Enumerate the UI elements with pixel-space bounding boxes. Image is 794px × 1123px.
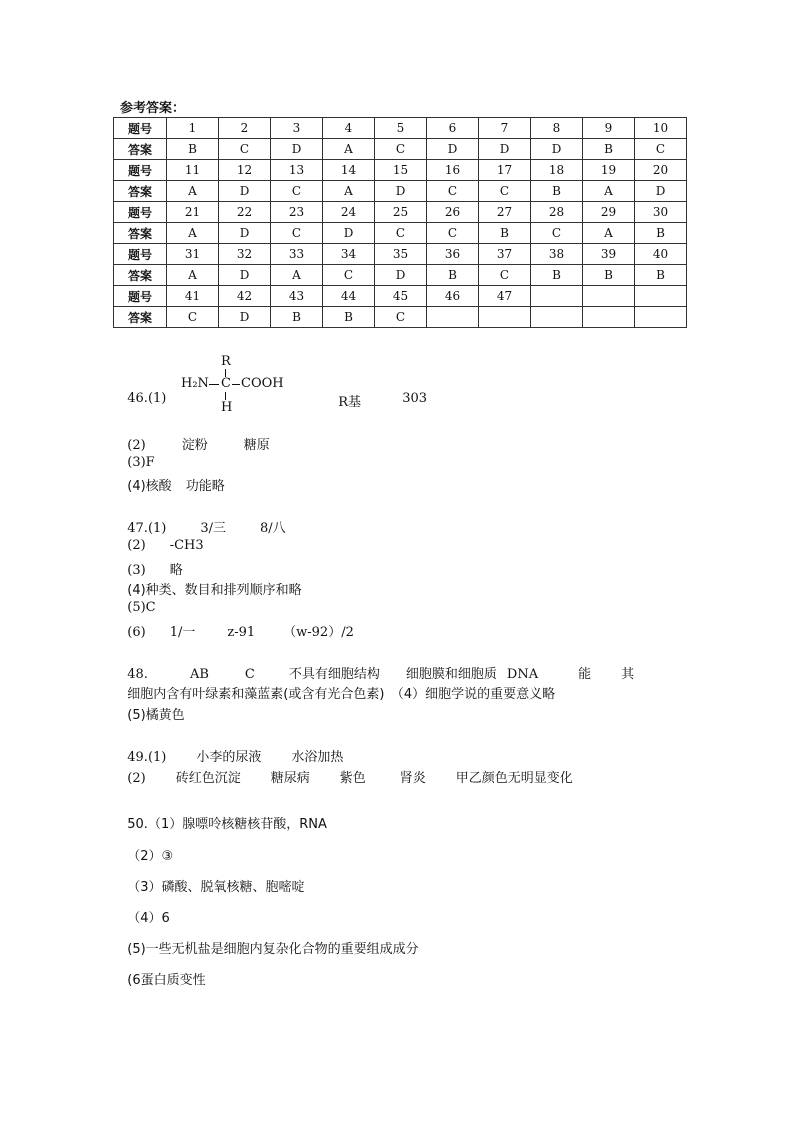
q49-line2 <box>119 752 573 786</box>
answer-cell: A <box>271 265 323 286</box>
question-row-header: 题号 <box>114 160 167 181</box>
question-number-cell <box>583 286 635 307</box>
q48-f: 能 <box>578 667 592 682</box>
q50-p5: (5)一些无机盐是细胞内复杂化合物的重要组成成分 <box>127 942 419 957</box>
question-number-cell: 35 <box>375 244 427 265</box>
q49-p1-a: 小李的尿液 <box>196 750 262 765</box>
answer-cell: C <box>427 223 479 244</box>
question-number-cell: 45 <box>375 286 427 307</box>
page-title: 参考答案： <box>120 101 186 116</box>
question-number-cell: 40 <box>635 244 687 265</box>
question-number-cell: 7 <box>479 118 531 139</box>
q47-p3-label: (3) <box>127 563 146 578</box>
answer-cell: D <box>219 223 271 244</box>
answer-cell <box>479 307 531 328</box>
answer-cell: A <box>323 139 375 160</box>
answer-row-header: 答案 <box>114 139 167 160</box>
answer-cell: D <box>323 223 375 244</box>
q46-p4-a: (4)核酸 <box>127 479 172 494</box>
q47-p1-b: 8/八 <box>260 521 286 536</box>
question-number-cell: 37 <box>479 244 531 265</box>
question-number-cell: 26 <box>427 202 479 223</box>
answer-cell: B <box>635 265 687 286</box>
question-number-cell: 36 <box>427 244 479 265</box>
q50-line1 <box>119 798 327 832</box>
question-number-cell: 25 <box>375 202 427 223</box>
question-number-cell <box>531 286 583 307</box>
answer-cell <box>583 307 635 328</box>
question-number-cell: 20 <box>635 160 687 181</box>
q48-label: 48. <box>127 667 148 682</box>
answer-cell: C <box>375 139 427 160</box>
answer-cell: B <box>479 223 531 244</box>
answer-cell: B <box>271 307 323 328</box>
q49-p1-b: 水浴加热 <box>291 750 344 765</box>
answer-cell: A <box>167 223 219 244</box>
answer-cell: C <box>271 223 323 244</box>
answer-cell: A <box>583 223 635 244</box>
answer-cell: A <box>583 181 635 202</box>
answer-cell: B <box>635 223 687 244</box>
structure-bottom-h: H <box>221 400 233 415</box>
answer-cell: C <box>375 223 427 244</box>
answer-cell: C <box>219 139 271 160</box>
question-row <box>114 160 687 181</box>
question-number-cell: 9 <box>583 118 635 139</box>
answer-row-header: 答案 <box>114 223 167 244</box>
answer-cell: B <box>531 265 583 286</box>
structure-bond-left <box>209 384 219 385</box>
q46-r-group-text: R基 <box>338 395 362 410</box>
q47-p5: (5)C <box>127 600 156 615</box>
q46-p4-b: 功能略 <box>185 479 225 494</box>
answer-row-header: 答案 <box>114 265 167 286</box>
question-number-cell: 12 <box>219 160 271 181</box>
q46-p2-a: 淀粉 <box>181 438 208 453</box>
answer-row <box>114 181 687 202</box>
q48-c: 不具有细胞结构 <box>288 667 380 682</box>
question-number-cell: 16 <box>427 160 479 181</box>
structure-center-c: C <box>221 376 231 391</box>
question-number-cell: 19 <box>583 160 635 181</box>
q50-line4 <box>119 892 170 926</box>
answer-cell: C <box>531 223 583 244</box>
amino-acid-structure <box>181 354 291 416</box>
question-row <box>114 286 687 307</box>
answer-cell: D <box>375 265 427 286</box>
q50-p1: 50.（1）腺嘌呤核糖核苷酸，RNA <box>127 817 327 832</box>
q47-p6-label: (6) <box>127 625 146 640</box>
answer-cell: C <box>635 139 687 160</box>
question-number-cell: 39 <box>583 244 635 265</box>
q47-p2-label: (2) <box>127 538 146 553</box>
question-number-cell: 33 <box>271 244 323 265</box>
question-number-cell <box>635 286 687 307</box>
structure-bond-right <box>232 384 240 385</box>
q47-p1-a: 3/三 <box>200 521 227 536</box>
answer-cell: C <box>479 265 531 286</box>
answer-cell: A <box>167 265 219 286</box>
q46-p3: (3)F <box>127 455 155 470</box>
question-number-cell: 29 <box>583 202 635 223</box>
question-number-cell: 22 <box>219 202 271 223</box>
answer-cell: D <box>635 181 687 202</box>
question-number-cell: 38 <box>531 244 583 265</box>
question-number-cell: 46 <box>427 286 479 307</box>
answer-row <box>114 223 687 244</box>
q50-p4: （4）6 <box>127 911 170 926</box>
structure-right-cooh: COOH <box>241 376 284 391</box>
answer-cell: B <box>583 265 635 286</box>
question-number-cell: 2 <box>219 118 271 139</box>
answer-row-header: 答案 <box>114 307 167 328</box>
question-number-cell: 41 <box>167 286 219 307</box>
answer-cell: C <box>323 265 375 286</box>
q49-p2-c: 紫色 <box>339 771 366 786</box>
q49-p1-label: 49.(1) <box>127 750 167 765</box>
answer-cell: D <box>219 181 271 202</box>
question-number-cell: 32 <box>219 244 271 265</box>
answer-cell: C <box>427 181 479 202</box>
question-number-cell: 30 <box>635 202 687 223</box>
answer-cell: D <box>531 139 583 160</box>
answer-cell: B <box>531 181 583 202</box>
question-number-cell: 34 <box>323 244 375 265</box>
question-number-cell: 13 <box>271 160 323 181</box>
structure-bond-bottom <box>225 392 226 400</box>
question-number-cell: 17 <box>479 160 531 181</box>
q48-line3 <box>119 689 185 723</box>
q47-p1-label: 47.(1) <box>127 521 167 536</box>
question-number-cell: 5 <box>375 118 427 139</box>
question-number-cell: 21 <box>167 202 219 223</box>
question-number-cell: 24 <box>323 202 375 223</box>
q48-line2-text: 细胞内含有叶绿素和藻蓝素(或含有光合色素) （4）细胞学说的重要意义略 <box>127 687 556 702</box>
question-number-cell: 42 <box>219 286 271 307</box>
q50-line6 <box>119 954 206 988</box>
answer-cell: D <box>479 139 531 160</box>
question-number-cell: 43 <box>271 286 323 307</box>
q49-p2-d: 肾炎 <box>399 771 426 786</box>
q46-line4 <box>119 460 225 494</box>
q49-p2-a: 砖红色沉淀 <box>175 771 241 786</box>
q48-a: AB <box>189 667 209 682</box>
q50-p3: （3）磷酸、脱氧核糖、胞嘧啶 <box>127 880 305 895</box>
q47-p2-a: -CH3 <box>169 538 204 553</box>
answer-cell: A <box>323 181 375 202</box>
q46-p2-label: (2) <box>127 438 146 453</box>
question-number-cell: 44 <box>323 286 375 307</box>
q46-label: 46.(1) <box>127 391 167 406</box>
question-number-cell: 27 <box>479 202 531 223</box>
question-number-cell: 18 <box>531 160 583 181</box>
question-row <box>114 244 687 265</box>
answer-row-header: 答案 <box>114 181 167 202</box>
answer-cell: C <box>479 181 531 202</box>
question-row <box>114 118 687 139</box>
q50-p2: （2）③ <box>127 849 174 864</box>
q47-p6-a: 1/一 <box>169 625 196 640</box>
question-number-cell: 28 <box>531 202 583 223</box>
answer-cell: C <box>167 307 219 328</box>
answer-cell: D <box>219 265 271 286</box>
question-row-header: 题号 <box>114 244 167 265</box>
question-number-cell: 15 <box>375 160 427 181</box>
q48-g: 其 <box>621 667 635 682</box>
q49-p2-e: 甲乙颜色无明显变化 <box>455 771 573 786</box>
answer-cell: C <box>271 181 323 202</box>
q50-line5 <box>119 923 419 957</box>
q46-line1 <box>119 376 166 406</box>
question-number-cell: 11 <box>167 160 219 181</box>
answer-cell: B <box>427 265 479 286</box>
q46-value <box>394 376 427 406</box>
q48-line3-text: (5)橘黄色 <box>127 708 185 723</box>
answer-cell: C <box>375 307 427 328</box>
question-row <box>114 202 687 223</box>
q46-r-group <box>330 376 361 410</box>
answer-table-body <box>114 118 687 328</box>
answer-cell: B <box>167 139 219 160</box>
answer-cell <box>427 307 479 328</box>
q46-p2-b: 糖原 <box>243 438 270 453</box>
question-row-header: 题号 <box>114 202 167 223</box>
question-row-header: 题号 <box>114 286 167 307</box>
q47-line6 <box>119 606 354 640</box>
q48-b: C <box>244 667 255 682</box>
question-number-cell: 4 <box>323 118 375 139</box>
answer-cell <box>531 307 583 328</box>
q47-p6-b: z-91 <box>227 625 256 640</box>
q47-p6-c: （w-92）/2 <box>283 625 354 640</box>
question-number-cell: 47 <box>479 286 531 307</box>
q50-p6: (6蛋白质变性 <box>127 973 206 988</box>
question-row-header: 题号 <box>114 118 167 139</box>
answer-row <box>114 139 687 160</box>
q47-p3-a: 略 <box>169 563 183 578</box>
answer-row <box>114 265 687 286</box>
q46-value-text: 303 <box>402 391 428 406</box>
q47-p4: (4)种类、数目和排列顺序和略 <box>127 583 302 598</box>
question-number-cell: 6 <box>427 118 479 139</box>
q50-line3 <box>119 861 305 895</box>
answer-cell <box>635 307 687 328</box>
question-number-cell: 23 <box>271 202 323 223</box>
question-number-cell: 31 <box>167 244 219 265</box>
question-number-cell: 10 <box>635 118 687 139</box>
q48-e: DNA <box>506 667 539 682</box>
q50-line2 <box>119 830 173 864</box>
answer-cell: A <box>167 181 219 202</box>
question-number-cell: 3 <box>271 118 323 139</box>
answer-table <box>113 117 687 328</box>
answer-cell: B <box>583 139 635 160</box>
structure-left-h2n: H₂N <box>181 376 209 391</box>
answer-row <box>114 307 687 328</box>
question-number-cell: 1 <box>167 118 219 139</box>
q49-p2-label: (2) <box>127 771 146 786</box>
answer-cell: D <box>219 307 271 328</box>
q49-p2-b: 糖尿病 <box>270 771 310 786</box>
q48-d: 细胞膜和细胞质 <box>405 667 497 682</box>
structure-top-r: R <box>221 354 231 369</box>
answer-cell: B <box>323 307 375 328</box>
question-number-cell: 8 <box>531 118 583 139</box>
answer-cell: D <box>427 139 479 160</box>
answer-cell: D <box>375 181 427 202</box>
question-number-cell: 14 <box>323 160 375 181</box>
answer-cell: D <box>271 139 323 160</box>
